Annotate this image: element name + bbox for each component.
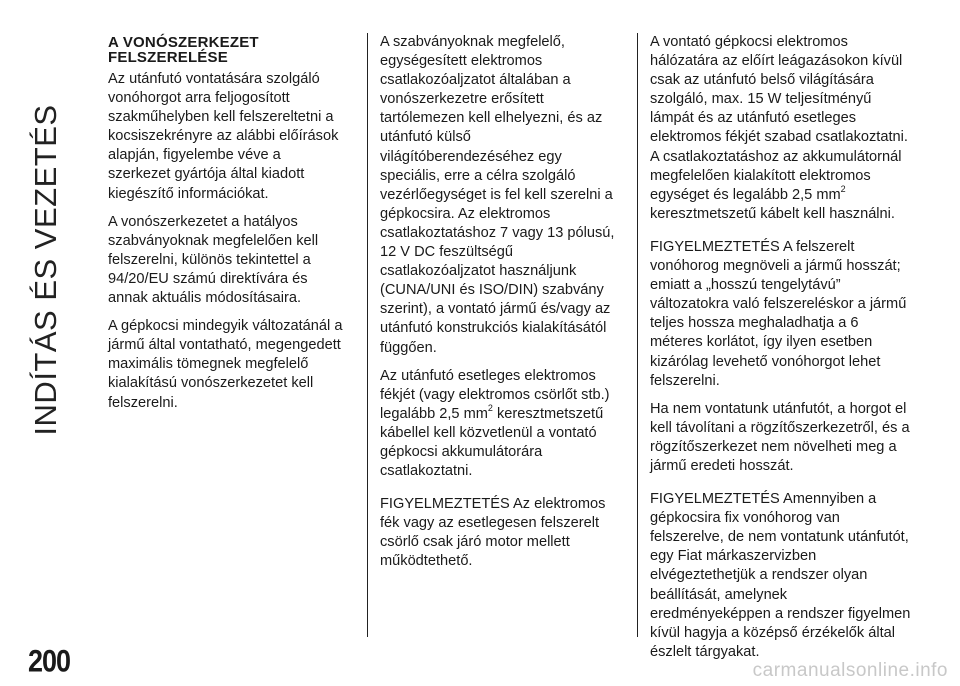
paragraph-socket: A szabványoknak megfelelő, egységesített elektromos csatlakozóaljzatot általában a vonószerkezetre erősített tartólemezen kell elhelyezni, és az utánfutó külső világítóberendezéséhez egy speciális, erre a célra szolgáló vezérlőegységet is fel kell szerelni a gépkocsira. Az elektromos csatlakoztatáshoz 7 vagy 13 pólusú, 12 V DC feszültségű csatlakozóaljzatot használjunk (CUNA/UNI és ISO/DIN) szabvány szerint), a vontató jármű és/vagy az utánfutó konstrukciós kialakításától függően. <box>380 34 615 356</box>
brake-text-end: keresztmetszetű kábellel kell közvetlenül a vontató gépkocsi akkumulátorára csatlakoztatni. <box>380 405 604 480</box>
column-divider-right <box>637 33 638 637</box>
heading-line-2: FELSZERELÉSE <box>108 49 228 66</box>
paragraph-electric-brake <box>380 367 618 482</box>
page-number: 200 <box>28 644 71 679</box>
paragraph-installation: Az utánfutó vontatására szolgáló vonóhorgot arra feljogosított szakműhelyben kell felszereltetni a kocsiszekrényre az alábbi előírások alapján, figyelembe véve a szerkezet gyártója által kiadott kiegészítő információkat. <box>108 71 339 202</box>
superscript-squared: 2 <box>487 402 493 413</box>
warning-fixed-hook: FIGYELMEZTETÉS Amennyiben a gépkocsira fix vonóhorog van felszerelve, de nem vontatunk utánfutót, egy Fiat márkaszervizben elvégeztethetjük a rendszer olyan beállítását, amelynek eredményeképpen a rendszer figyelmen kívül hagyja a középső érzékelők által észlelt tárgyakat. <box>650 491 911 660</box>
paragraph-max-mass: A gépkocsi mindegyik változatánál a jármű által vontatható, megengedett maximális tömegnek megfelelő kialakítású vonószerkezetet kell felszerelni. <box>108 318 343 411</box>
section-heading <box>108 35 344 65</box>
paragraph-hook-removal: Ha nem vontatunk utánfutót, a horgot el kell távolítani a rögzítőszerkezetről, és a rögzítőszerkezet nem növelheti meg a jármű eredeti hosszát. <box>650 400 910 474</box>
text-column-1 <box>108 33 344 422</box>
paragraph-standards: A vonószerkezetet a hatályos szabványoknak megfelelően kell felszerelni, különös tekintettel a 94/20/EU számú direktívára és annak aktuális módosításaira. <box>108 213 319 307</box>
paragraph-electrical-network <box>650 33 912 224</box>
watermark-text: carmanualsonline.info <box>752 660 948 681</box>
warning-brake-winch: FIGYELMEZTETÉS Az elektromos fék vagy az esetlegesen felszerelt csörlő csak járó motor mellett működtethető. <box>380 496 606 570</box>
network-text-end: keresztmetszetű kábelt kell használni. <box>650 205 895 222</box>
heading-line-1: A VONÓSZERKEZET <box>108 34 259 51</box>
network-text-start: A vontató gépkocsi elektromos hálózatára az előírt leágazásokon kívül csak az utánfutó belső világítására szolgáló, max. 15 W teljesítményű lámpát és az utánfutó esetleges elektromos fékjét szabad csatlakoztatni. A csatlakoztatáshoz az akkumulátornál megfelelően kialakított elektromos egységet és legalább 2,5 mm <box>650 34 908 203</box>
column-divider-left <box>367 33 368 637</box>
text-column-2 <box>380 33 618 581</box>
section-side-title: INDÍTÁS ÉS VEZETÉS <box>28 104 63 436</box>
text-column-3 <box>650 33 912 671</box>
superscript-squared: 2 <box>840 183 846 194</box>
warning-vehicle-length: FIGYELMEZTETÉS A felszerelt vonóhorog megnöveli a jármű hosszát; emiatt a „hosszú tengelytávú” változatokra való felszereléskor a jármű teljes hossza meghaladhatja a 6 méteres korlátot, így ilyen esetben kizárólag levehető vonóhorgot lehet felszerelni. <box>650 238 907 389</box>
brake-text-start: Az utánfutó esetleges elektromos fékjét (vagy elektromos csörlőt stb.) legalább 2,5 mm <box>380 367 610 422</box>
